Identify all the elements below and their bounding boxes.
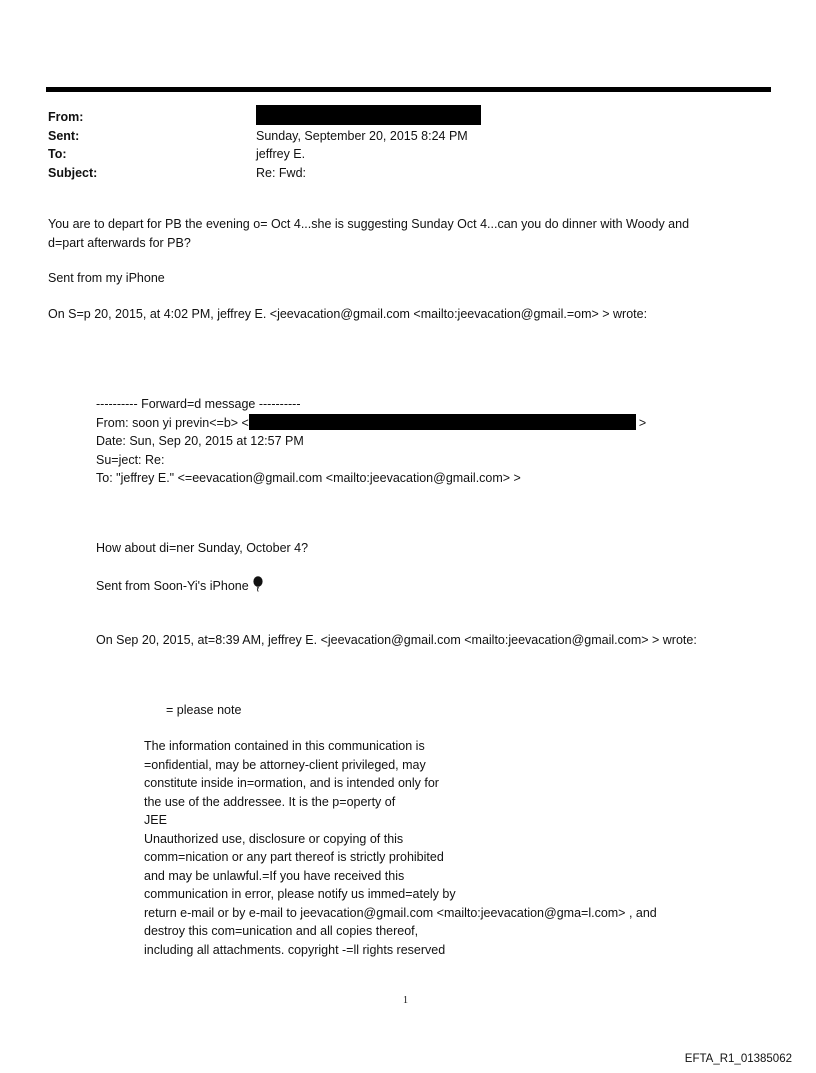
sent-from-soonyi xyxy=(96,576,264,598)
body-line-2: d=part afterwards for PB? xyxy=(48,235,191,250)
sent-from-soonyi-text: Sent from Soon-Yi's iPhone xyxy=(96,579,249,594)
forward-from-close: > xyxy=(638,415,647,430)
dinner-question: How about di=ner Sunday, October 4? xyxy=(96,541,309,555)
subject-label: Subject: xyxy=(48,165,98,180)
disclaimer-line: including all attachments. copyright -=ll rights reserved xyxy=(144,942,446,957)
subject-value: Re: Fwd: xyxy=(256,165,307,180)
disclaimer-line: comm=nication or any part thereof is strictly prohibited xyxy=(144,850,444,864)
disclaimer-line: The information contained in this communication is xyxy=(144,739,425,753)
from-value-redacted xyxy=(256,108,481,127)
header-labels xyxy=(48,108,97,182)
forward-from-text: From: soon yi previn<=b> < xyxy=(96,415,249,430)
disclaimer-line: communication in error, please notify us immed=ately by xyxy=(144,887,456,901)
body-line-1: You are to depart for PB the evening o= Oct 4...she is suggesting Sunday Oct 4...can you do dinner with Woody and xyxy=(48,217,690,231)
to-label: To: xyxy=(48,147,67,161)
document-id: EFTA_R1_01385062 xyxy=(684,1053,792,1065)
header-rule xyxy=(46,87,771,92)
forwarded-header xyxy=(96,395,646,488)
to-value: jeffrey E. xyxy=(256,147,306,161)
disclaimer-line: return e-mail or by e-mail to jeevacation@gmail.com <mailto:jeevacation@gma=l.com> , and xyxy=(144,905,657,920)
please-note: = please note xyxy=(166,703,242,717)
disclaimer-line: constitute inside in=ormation, and is intended only for xyxy=(144,776,439,790)
disclaimer-line: Unauthorized use, disclosure or copying of this xyxy=(144,831,404,846)
forward-from-line xyxy=(96,414,646,433)
header-values xyxy=(256,108,481,182)
on-wrote-line: On S=p 20, 2015, at 4:02 PM, jeffrey E. <jeevacation@gmail.com <mailto:jeevacation@gmail.=om> > wrote: xyxy=(48,307,648,321)
sent-value: Sunday, September 20, 2015 8:24 PM xyxy=(256,128,468,143)
forward-subject-line: Su=ject: Re: xyxy=(96,452,165,467)
forward-divider: ---------- Forward=d message ---------- xyxy=(96,397,301,411)
from-label: From: xyxy=(48,110,84,124)
sent-from-iphone: Sent from my iPhone xyxy=(48,271,165,285)
disclaimer-block xyxy=(144,737,657,959)
disclaimer-line: destroy this com=unication and all copies thereof, xyxy=(144,924,419,938)
disclaimer-line: JEE xyxy=(144,813,167,827)
disclaimer-line: and may be unlawful.=If you have received this xyxy=(144,868,405,883)
forward-to-line: To: "jeffrey E." <=eevacation@gmail.com <mailto:jeevacation@gmail.com> > xyxy=(96,471,521,485)
forward-date-line: Date: Sun, Sep 20, 2015 at 12:57 PM xyxy=(96,434,304,448)
sent-label: Sent: xyxy=(48,128,80,143)
disclaimer-line: =onfidential, may be attorney-client privileged, may xyxy=(144,757,426,772)
balloon-icon xyxy=(252,576,264,598)
body-paragraph xyxy=(48,215,689,252)
quoted-on-wrote-line: On Sep 20, 2015, at=8:39 AM, jeffrey E. <jeevacation@gmail.com <mailto:jeevacation@gmail.com> > wrote: xyxy=(96,633,697,647)
redaction-box xyxy=(256,105,481,125)
page-number: 1 xyxy=(403,995,408,1006)
redaction-box xyxy=(249,414,636,430)
disclaimer-line: the use of the addressee. It is the p=operty of xyxy=(144,794,396,809)
